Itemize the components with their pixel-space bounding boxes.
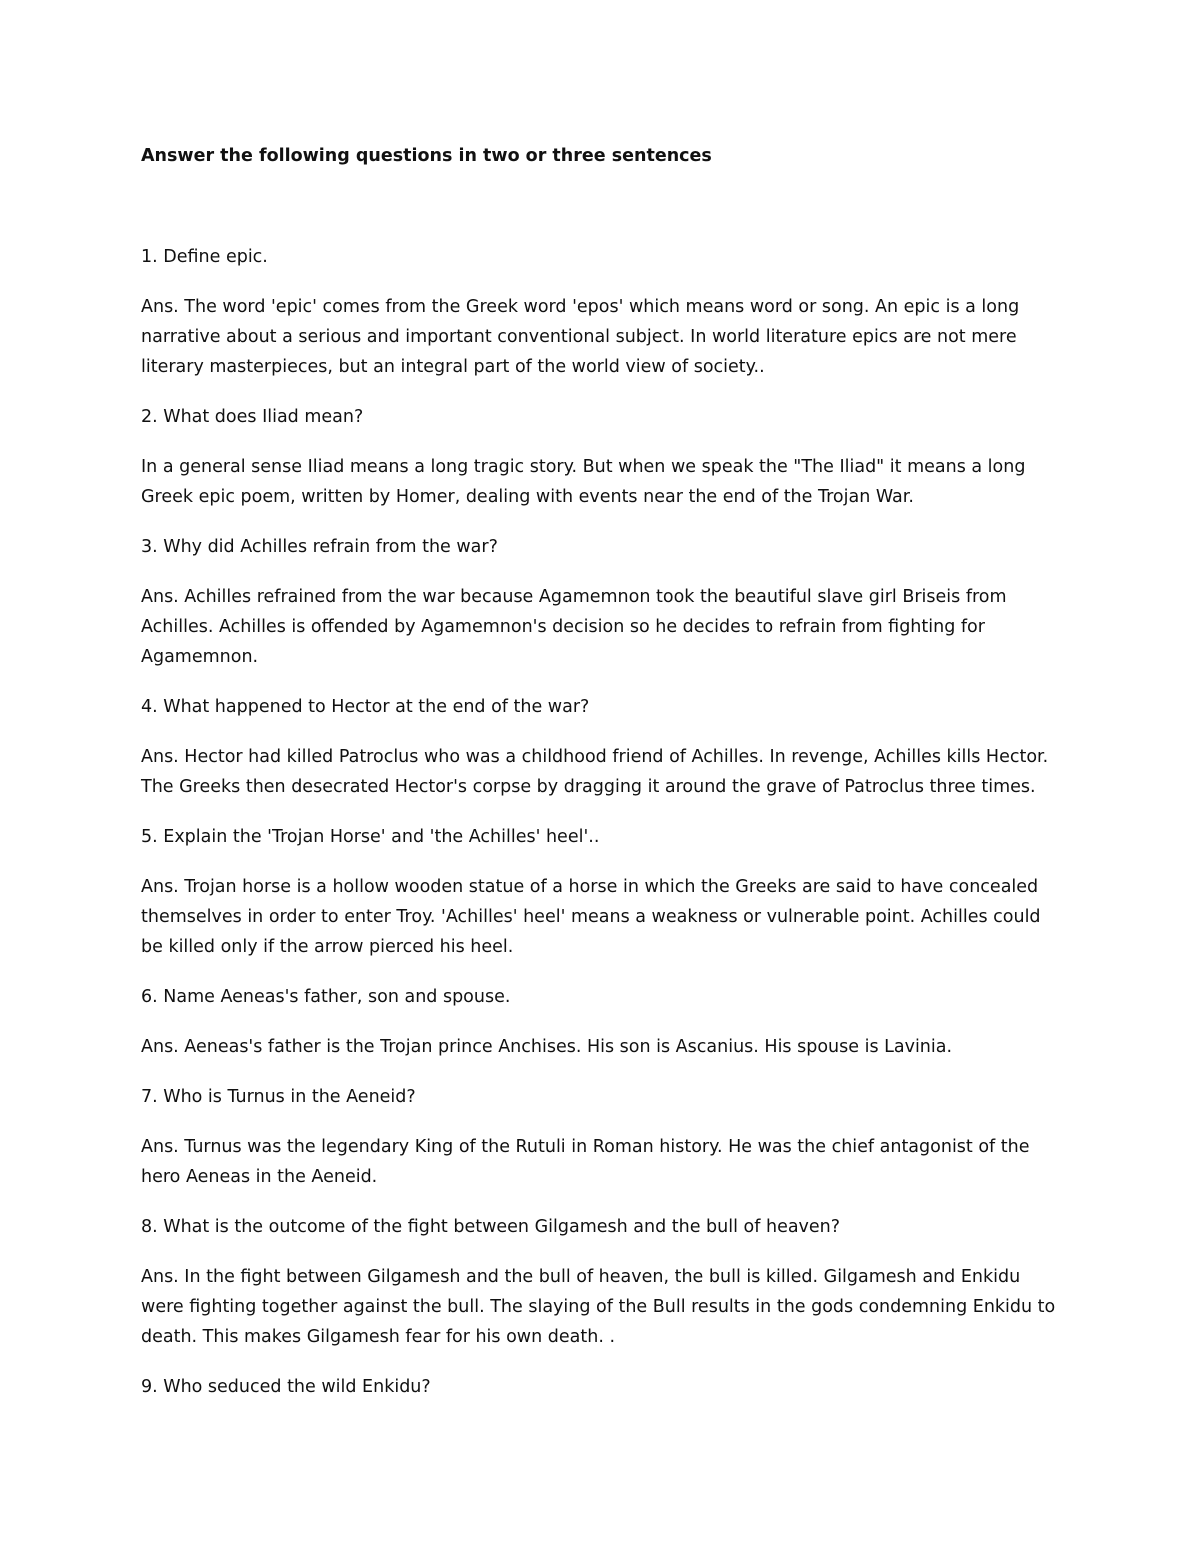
question-text: 8. What is the outcome of the fight between Gilgamesh and the bull of heaven? (141, 1217, 841, 1237)
qa-item-8 (141, 1212, 1061, 1352)
qa-item-1 (141, 242, 1061, 382)
qa-item-2 (141, 402, 1061, 512)
question-text: 3. Why did Achilles refrain from the war? (141, 537, 498, 557)
answer-text: Ans. Hector had killed Patroclus who was a childhood friend of Achilles. In revenge, Achilles kills Hector. The Greeks then desecrated Hector's corpse by dragging it around the grave of Patroclus three times. (141, 747, 1049, 797)
answer-text: Ans. In the fight between Gilgamesh and the bull of heaven, the bull is killed. Gilgamesh and Enkidu were fighting together against the bull. The slaying of the Bull results in the gods condemning Enkidu to death. This makes Gilgamesh fear for his own death. . (141, 1267, 1056, 1347)
answer-text: Ans. The word 'epic' comes from the Greek word 'epos' which means word or song. An epic is a long narrative about a serious and important conventional subject. In world literature epics are not mere literary masterpieces, but an integral part of the world view of society.. (141, 297, 1020, 377)
answer-text: Ans. Aeneas's father is the Trojan prince Anchises. His son is Ascanius. His spouse is Lavinia. (141, 1037, 953, 1057)
answer-text: In a general sense Iliad means a long tragic story. But when we speak the "The Iliad" it means a long Greek epic poem, written by Homer, dealing with events near the end of the Trojan War. (141, 457, 1026, 507)
qa-item-3 (141, 532, 1061, 672)
question-text: 4. What happened to Hector at the end of the war? (141, 697, 590, 717)
qa-item-4 (141, 692, 1061, 802)
question-text: 9. Who seduced the wild Enkidu? (141, 1377, 431, 1397)
qa-item-7 (141, 1082, 1061, 1192)
question-text: 1. Define epic. (141, 247, 268, 267)
answer-text: Ans. Turnus was the legendary King of the Rutuli in Roman history. He was the chief antagonist of the hero Aeneas in the Aeneid. (141, 1137, 1030, 1187)
qa-item-9 (141, 1372, 1061, 1402)
qa-item-5 (141, 822, 1061, 962)
question-text: 6. Name Aeneas's father, son and spouse. (141, 987, 511, 1007)
qa-item-6 (141, 982, 1061, 1062)
document-body (141, 141, 1061, 1422)
question-text: 2. What does Iliad mean? (141, 407, 364, 427)
page-heading: Answer the following questions in two or three sentences (141, 146, 712, 166)
answer-text: Ans. Trojan horse is a hollow wooden statue of a horse in which the Greeks are said to have concealed themselves in order to enter Troy. 'Achilles' heel' means a weakness or vulnerable point. Achilles could be killed only if the arrow pierced his heel. (141, 877, 1041, 957)
answer-text: Ans. Achilles refrained from the war because Agamemnon took the beautiful slave girl Briseis from Achilles. Achilles is offended by Agamemnon's decision so he decides to refrain from fighting for Agamemnon. (141, 587, 1007, 667)
question-text: 5. Explain the 'Trojan Horse' and 'the Achilles' heel'.. (141, 827, 600, 847)
question-text: 7. Who is Turnus in the Aeneid? (141, 1087, 416, 1107)
